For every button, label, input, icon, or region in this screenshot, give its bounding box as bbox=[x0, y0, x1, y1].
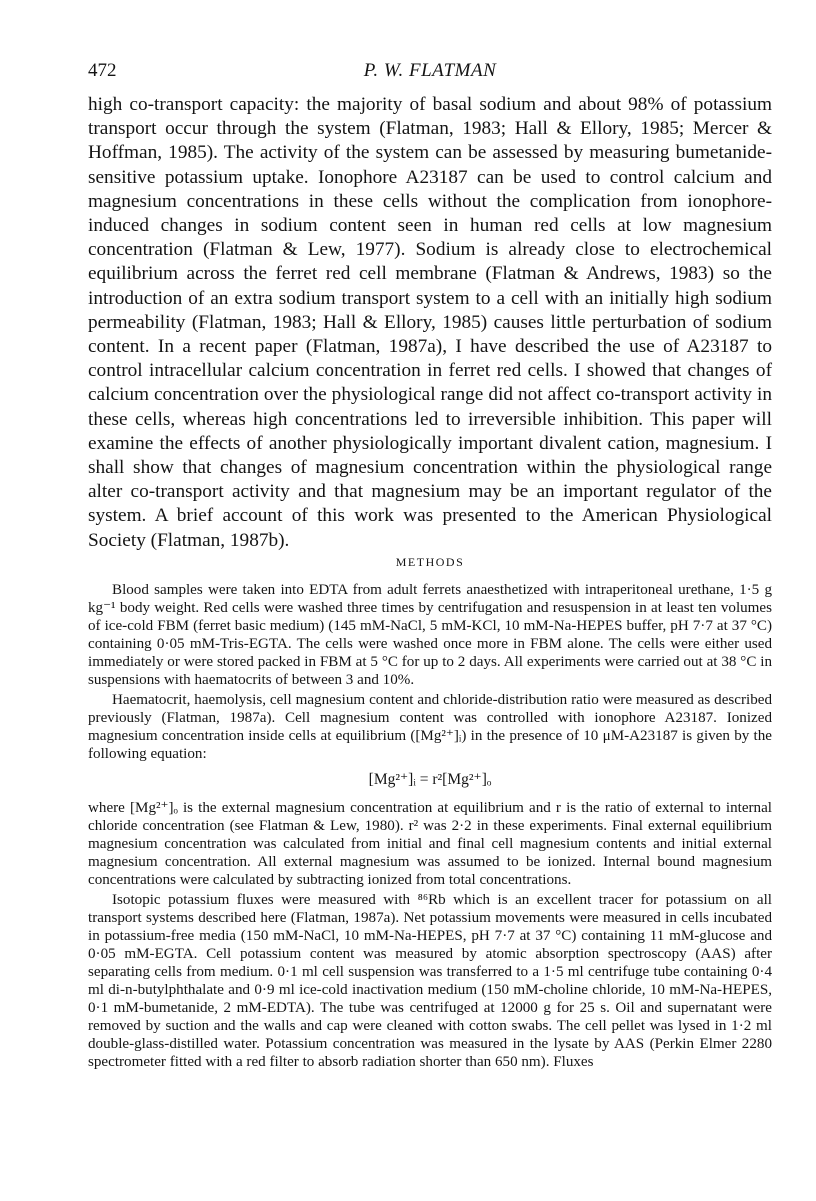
methods-paragraph-4: Isotopic potassium fluxes were measured with ⁸⁶Rb which is an excellent tracer for potassium on all transport systems described here (Flatman, 1987a). Net potassium movements were measured in cells incubated in potassium-free media (150 mM-NaCl, 10 mM-Na-HEPES, pH 7·7 at 37 °C) containing 11 mM-glucose and 0·05 mM-EGTA. Cell potassium content was measured by atomic absorption spectroscopy (AAS) after separating cells from medium. 0·1 ml cell suspension was transferred to a 1·5 ml centrifuge tube containing 0·4 ml di-n-butylphthalate and 0·9 ml ice-cold inactivation medium (150 mM-choline chloride, 10 mM-Na-HEPES, 0·1 mM-bumetanide, 2 mM-EDTA). The tube was centrifuged at 12000 g for 25 s. Oil and supernatant were removed by suction and the walls and cap were cleaned with cotton swabs. The cell pellet was lysed in 1·2 ml double-glass-distilled water. Potassium concentration was measured in the lysate by AAS (Perkin Elmer 2280 spectrometer fitted with a red filter to absorb radiation shorter than 650 nm). Fluxes bbox=[88, 891, 772, 1071]
magnesium-equation: [Mg²⁺]ᵢ = r²[Mg²⁺]ₒ bbox=[368, 770, 492, 788]
methods-paragraph-2: Haematocrit, haemolysis, cell magnesium content and chloride-distribution ratio were measured as described previously (Flatman, 1987a). Cell magnesium content was controlled with ionophore A23187. Ionized magnesium concentration inside cells at equilibrium ([Mg²⁺]ᵢ) in the presence of 10 μM-A23187 is given by the following equation: bbox=[88, 691, 772, 762]
methods-paragraph-3: where [Mg²⁺]ₒ is the external magnesium concentration at equilibrium and r is the ratio of external to internal chloride concentration (see Flatman & Lew, 1980). r² was 2·2 in these experiments. Final external equilibrium magnesium concentration was calculated from initial and final cell magnesium contents and initial external magnesium concentration. All external magnesium was assumed to be ionized. Internal bound magnesium concentrations were calculated by subtracting ionized from total concentrations. bbox=[88, 800, 772, 889]
page-header bbox=[88, 60, 772, 86]
methods-section bbox=[88, 581, 772, 1072]
running-head: P. W. FLATMAN bbox=[363, 60, 497, 81]
methods-paragraph-1: Blood samples were taken into EDTA from adult ferrets anaesthetized with intraperitoneal urethane, 1·5 g kg⁻¹ body weight. Red cells were washed three times by centrifugation and resuspension in at least ten volumes of ice-cold FBM (ferret basic medium) (145 mM-NaCl, 5 mM-KCl, 10 mM-Na-HEPES buffer, pH 7·7 at 37 °C) containing 0·05 mM-Tris-EGTA. The cells were washed once more in FBM alone. The cells were either used immediately or were stored packed in FBM at 5 °C for up to 2 days. All experiments were carried out at 38 °C in suspensions with haematocrits of between 3 and 10%. bbox=[88, 582, 772, 689]
intro-paragraph: high co-transport capacity: the majority of basal sodium and about 98% of potassium transport occur through the system (Flatman, 1983; Hall & Ellory, 1985; Mercer & Hoffman, 1985). The activity of the system can be assessed by measuring bumetanide-sensitive potassium uptake. Ionophore A23187 can be used to control calcium and magnesium concentrations in these cells without the complication from ionophore-induced changes in sodium content seen in human red cells at low magnesium concentration (Flatman & Lew, 1977). Sodium is already close to electrochemical equilibrium across the ferret red cell membrane (Flatman & Andrews, 1983) so the introduction of an extra sodium transport system to a cell with an initially high sodium permeability (Flatman, 1983; Hall & Ellory, 1985) causes little perturbation of sodium content. In a recent paper (Flatman, 1987a), I have described the use of A23187 to control intracellular calcium concentration in ferret red cells. I showed that changes of calcium concentration over the physiological range did not affect co-transport activity in these cells, whereas high concentrations led to irreversible inhibition. This paper will examine the effects of another physiologically important divalent cation, magnesium. I shall show that changes of magnesium concentration within the physiological range alter co-transport activity and that magnesium may be an important regulator of the system. A brief account of this work was presented to the American Physiological Society (Flatman, 1987b). bbox=[88, 94, 772, 551]
methods-heading: METHODS bbox=[395, 555, 465, 569]
intro-section bbox=[88, 93, 772, 553]
page-number: 472 bbox=[88, 60, 117, 81]
